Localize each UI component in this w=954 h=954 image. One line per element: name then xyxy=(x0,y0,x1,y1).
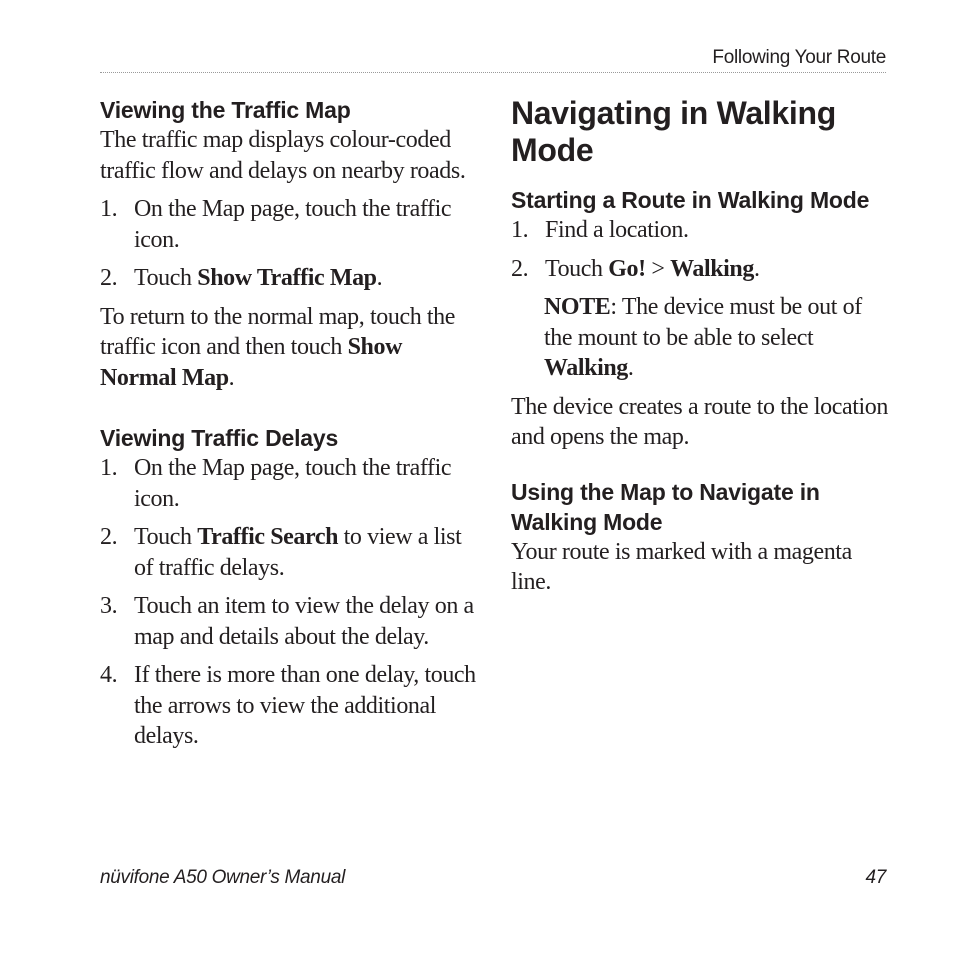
step-command-walking: Walking xyxy=(670,255,754,282)
step-number: 1. xyxy=(100,196,118,222)
step-text xyxy=(134,522,480,583)
section-heading-traffic-delays: Viewing Traffic Delays xyxy=(100,425,339,451)
traffic-map-steps xyxy=(100,194,480,294)
list-item xyxy=(100,263,480,294)
step-text-pre: Touch xyxy=(545,255,609,282)
section-heading-starting-route: Starting a Route in Walking Mode xyxy=(511,187,870,213)
step-text-pre: Touch xyxy=(134,265,198,291)
return-note xyxy=(100,302,480,394)
traffic-map-intro: The traffic map displays colour-coded traffic flow and delays on nearby roads. xyxy=(100,127,466,184)
list-item xyxy=(100,591,480,652)
step-command-go: Go! xyxy=(608,255,646,282)
note-post: . xyxy=(627,355,634,381)
step-text: Find a location. xyxy=(545,217,689,243)
list-item xyxy=(100,453,480,514)
step-number: 2. xyxy=(100,524,118,550)
section-heading-traffic-map: Viewing the Traffic Map xyxy=(100,97,351,123)
step-text-post: . xyxy=(753,255,760,282)
step-text: Touch an item to view the delay on a map and details about the delay. xyxy=(134,593,474,650)
return-note-text: To return to the normal map, touch the traffic icon and then touch xyxy=(100,303,456,360)
page-title: Navigating in Walking Mode xyxy=(511,95,836,168)
step-text-post: . xyxy=(376,265,383,291)
running-head: Following Your Route xyxy=(712,47,886,68)
step-number: 2. xyxy=(100,265,118,291)
step-number: 1. xyxy=(100,455,118,481)
note-command: Walking xyxy=(544,355,628,381)
list-item xyxy=(100,522,480,583)
list-item xyxy=(511,254,891,285)
magenta-line-text: Your route is marked with a magenta line. xyxy=(511,538,852,595)
step-command: Show Traffic Map xyxy=(197,265,377,291)
left-column xyxy=(100,95,480,760)
header-rule xyxy=(100,72,886,73)
step-text-post: to view a list of traffic delays. xyxy=(134,524,462,581)
step-number: 3. xyxy=(100,593,118,619)
note-text: : The device must be out of the mount to be able to select xyxy=(544,294,862,351)
step-command: Traffic Search xyxy=(197,524,339,550)
step-number: 1. xyxy=(511,217,529,243)
step-text: On the Map page, touch the traffic icon. xyxy=(134,455,452,512)
list-item xyxy=(100,194,480,255)
section-heading-using-map: Using the Map to Navigate in Walking Mode xyxy=(511,478,820,535)
step-text: If there is more than one delay, touch the arrows to view the additional delays. xyxy=(134,662,476,749)
step-number: 2. xyxy=(511,255,529,282)
return-note-command: Show Normal Map xyxy=(100,334,403,391)
page-number: 47 xyxy=(865,867,886,888)
route-result: The device creates a route to the location and opens the map. xyxy=(511,393,889,450)
step-text xyxy=(545,254,891,285)
step-separator: > xyxy=(645,255,671,282)
step-text xyxy=(134,263,480,294)
footer-manual-title: nüvifone A50 Owner’s Manual xyxy=(100,867,346,888)
step-number: 4. xyxy=(100,662,118,688)
list-item xyxy=(100,660,480,752)
note-label: NOTE xyxy=(544,294,611,320)
walking-route-steps xyxy=(511,215,891,284)
step-text: On the Map page, touch the traffic icon. xyxy=(134,196,452,253)
right-column xyxy=(511,95,891,606)
list-item xyxy=(511,215,891,246)
note xyxy=(511,292,891,384)
return-note-post: . xyxy=(228,364,235,391)
traffic-delays-steps xyxy=(100,453,480,752)
step-text-pre: Touch xyxy=(134,524,198,550)
